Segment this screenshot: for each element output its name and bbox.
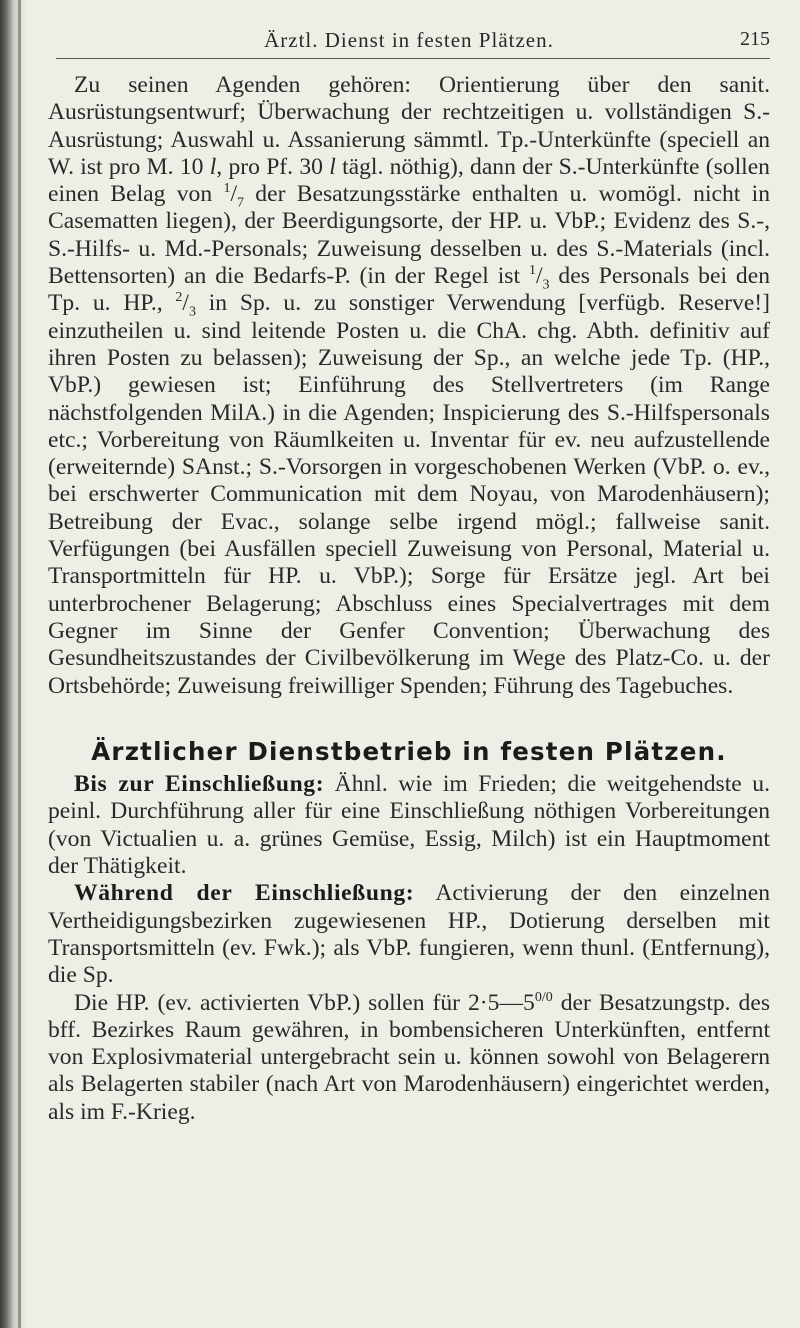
page-number: 215 <box>740 28 770 50</box>
running-title: Ärztl. Dienst in festen Plätzen. <box>264 28 554 52</box>
unit-liter-1: l <box>209 153 217 180</box>
fraction-1-numerator: 1 <box>223 181 231 197</box>
paragraph-during-siege-lead: Während der Einschließung: <box>74 880 415 907</box>
paragraph-during-siege-text: Activierung der den einzelnen Vertheidigungsbezirken zugewiesenen HP., Dotierung derselben mit Transportsmitteln (ev. Fwk.); als VbP. fungieren, wenn thunl. (Entfernung), die Sp. <box>48 880 770 989</box>
paragraph-hp-capacity <box>48 990 770 1126</box>
paragraph-agenda-text-a2: , pro Pf. 30 <box>216 153 330 180</box>
paragraph-agenda: Zu seinen Agenden gehören: Orientierung über den sanit. Ausrüstungsentwurf; Überwachung der rechtzeitigen u. vollständigen S.-Ausrüstung; Auswahl u. Assanierung sämmtl. Tp.-Unterkünfte (speciell an W. ist pro M. 10 l, pro Pf. 30 l tägl. nöthig), dann der S.-Unterkünfte (sollen einen Belag von $^1/_7$ der Besatzungsstärke enthalten u. womögl. nicht in Casematten liegen), der Beerdigungsorte, der HP. u. VbP.; Evidenz des S.-, S.-Hilfs- u. Md.-Personals; Zuweisung desselben u. des S.-Materials (incl. Bettensorten) an die Bedarfs-P. (in der Regel ist $^1/_3$ des Personals bei den Tp. u. HP., $^2/_3$ in Sp. u. zu sonstiger Verwendung [verfügb. Reserve!] einzutheilen u. sind leitende Posten u. die ChA. chg. Abth. definitiv auf ihren Posten zu belassen); Zuweisung der Sp., an welche jede Tp. (HP., VbP.) gewiesen ist; Einführung des Stellvertreters (im Range nächstfolgenden MilA.) in die Agenden; Inspicierung des S.-Hilfspersonals etc.; Vorbereitung von Räumlkeiten u. Inventar für ev. neu aufzustellende (erweiternde) SAnst.; S.-Vorsorgen in vorgeschobenen Werken (VbP. o. ev., bei erschwerter Communication mit dem Noyau, von Marodenhäusern); Betreibung der Evac., solange selbe irgend mögl.; fallweise sanit. Verfügungen (bei Ausfällen speciell Zuweisung von Personal, Material u. Transportmitteln für HP. u. VbP.); Sorge für Ersätze jegl. Art bei unterbrochener Belagerung; Abschluss eines Specialvertrages mit dem Gegner im Sinne der Genfer Convention; Überwachung des Gesundheitszustandes der Civilbevölkerung im Wege des Platz-Co. u. der Ortsbehörde; Zuweisung freiwilliger Spenden; Führung des Tagebuches. <box>48 72 771 699</box>
page-gutter-shadow <box>0 0 26 1328</box>
paragraph-hp-capacity-text-a: Die HP. (ev. activierten VbP.) sollen für 2·5—5 <box>74 989 535 1016</box>
fraction-3-numerator: 2 <box>175 290 183 306</box>
running-header <box>48 26 770 60</box>
fraction-2-denominator: 3 <box>542 277 550 293</box>
fraction-3-denominator: 3 <box>188 305 196 321</box>
paragraph-agenda-text-a: Zu seinen Agenden gehören: Orientierung über den sanit. Ausrüstungsentwurf; Überwachung der rechtzeitigen u. vollständigen S.-Ausrüstung; Auswahl u. Assanierung sämmtl. Tp.-Unterkünfte (speciell an W. ist pro M. 10 <box>48 72 770 180</box>
fraction-1-denominator: 7 <box>237 195 244 211</box>
paragraph-during-siege <box>48 880 770 989</box>
fraction-2-numerator: 1 <box>528 263 536 279</box>
paragraph-agenda-text-c: der Besatzungsstärke enthalten u. womögl. nicht in Casematten liegen), der Beerdigungsorte, der HP. u. VbP.; Evidenz des S.-, S.-Hilfs- u. Md.-Personals; Zuweisung desselben u. des S.-Materials (incl. Bettensorten) an die Bedarfs-P. (in der Regel ist <box>48 181 770 290</box>
paragraph-agenda-text-e: in Sp. u. zu sonstiger Verwendung [verfügb. Reserve!] einzutheilen u. sind leitende Posten u. die ChA. chg. Abth. definitiv auf ihren Posten zu belassen); Zuweisung der Sp., an welche jede Tp. (HP., VbP.) gewiesen ist; Einführung des Stellvertreters (im Range nächstfolgenden MilA.) in die Agenden; Inspicierung des S.-Hilfspersonals etc.; Vorbereitung von Räumlkeiten u. Inventar für ev. neu aufzustellende (erweiternde) SAnst.; S.-Vorsorgen in vorgeschobenen Werken (VbP. o. ev., bei erschwerter Communication mit dem Noyau, von Marodenhäusern); Betreibung der Evac., solange selbe irgend mögl.; fallweise sanit. Verfügungen (bei Ausfällen speciell Zuweisung von Personal, Material u. Transportmitteln für HP. u. VbP.); Sorge für Ersätze jegl. Art bei unterbrochener Belagerung; Abschluss eines Specialvertrages mit dem Gegner im Sinne der Genfer Convention; Überwachung des Gesundheitszustandes der Civilbevölkerung im Wege des Platz-Co. u. der Ortsbehörde; Zuweisung freiwilliger Spenden; Führung des Tagebuches. <box>48 290 771 699</box>
paragraph-hp-capacity-text-b: der Besatzungstp. des bff. Bezirkes Raum gewähren, in bombensicheren Unterkünften, entfernt von Explosivmaterial untergebracht sein u. können sowohl von Belagerern als Belagerten stabiler (nach Art von Marodenhäusern) eingerichtet werden, als im F.-Krieg. <box>48 989 771 1125</box>
paragraph-agenda-text-b: tägl. nöthig), dann der S.-Unterkünfte (sollen einen Belag von <box>48 153 770 208</box>
page-body <box>48 72 770 1126</box>
paragraph-before-siege-lead: Bis zur Einschließung: <box>74 771 325 798</box>
unit-liter-2: l <box>329 153 336 180</box>
permille-sign: 0/0 <box>534 989 553 1005</box>
paragraph-before-siege <box>48 771 770 880</box>
book-spine-edge <box>18 0 21 1328</box>
paragraph-agenda-text-d: des Personals bei den Tp. u. HP., <box>48 263 770 317</box>
paragraph-before-siege-text: Ähnl. wie im Frieden; die weitgehendste u. peinl. Durchführung aller für eine Einschließung nöthigen Vorbereitungen (von Victualien u. a. grünes Gemüse, Essig, Milch) ist ein Hauptmoment der Thätigkeit. <box>48 771 770 880</box>
header-rule <box>56 58 770 59</box>
section-heading: Ärztlicher Dienstbetrieb in festen Plätzen. <box>91 736 727 766</box>
